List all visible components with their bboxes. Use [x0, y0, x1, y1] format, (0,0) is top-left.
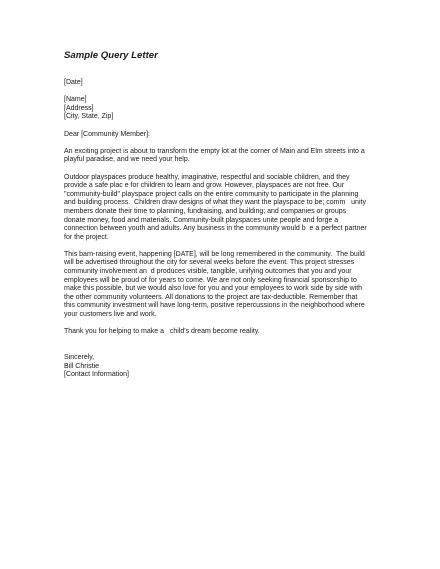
paragraph-line: for the project.	[64, 233, 109, 241]
paragraph-line: This barn-raising event, happening [DATE], will be long remembered in the community. The build	[64, 250, 365, 258]
paragraph-line: employees will be proud of for years to come. We are not only seeking financial sponsorship to	[64, 276, 357, 284]
paragraph-line: the other community volunteers. All donations to the project are tax-deductible. Remember that	[64, 293, 358, 301]
recipient-address: [Address]	[64, 104, 94, 112]
letter-body	[64, 79, 384, 380]
paragraph-line: will be advertised throughout the city for several weeks before the event. This project stresses	[64, 259, 355, 267]
paragraph-line: An exciting project is about to transform the empty lot at the corner of Main and Elm streets into a	[64, 147, 365, 155]
paragraph-playspaces	[64, 174, 384, 243]
closing-block	[64, 354, 384, 380]
paragraph-line: "community-build" playspace project calls on the entire community to participate in the planning	[64, 190, 359, 198]
paragraph-line: donate money, food and materials. Community-built playspaces unite people and forge a	[64, 216, 339, 224]
contact-info: [Contact Information]	[64, 371, 129, 379]
salutation: Dear [Community Member]:	[64, 130, 150, 138]
paragraph-line: and building process. Children draw designs of what they want the playspace to be; comm unity	[64, 199, 366, 207]
paragraph-line: this community investment will have long-term, positive repercussions in the neighborhood where	[64, 302, 365, 310]
paragraph-line: your customers live and work.	[64, 311, 157, 319]
paragraph-line: Outdoor playspaces produce healthy, imaginative, respectful and sociable children, and they	[64, 173, 350, 181]
closing-line: Sincerely,	[64, 354, 95, 361]
paragraph-line: make this possible, but we would also love for you and your employees to work side by side with	[64, 285, 363, 293]
paragraph-line: Thank you for helping to make a child's dream become reality.	[64, 328, 260, 336]
paragraph-line: connection between youth and adults. Any business in the community would b e a perfect partner	[64, 225, 367, 233]
paragraph-line: playful paradise, and we need your help.	[64, 156, 190, 164]
recipient-block	[64, 96, 384, 122]
letter-title: Sample Query Letter	[64, 50, 158, 61]
paragraph-thanks	[64, 328, 384, 337]
signature-name: Bill Christie	[64, 362, 100, 370]
paragraph-intro	[64, 148, 384, 165]
paragraph-line: members donate their time to planning, fundraising, and building; and companies or groups	[64, 207, 347, 215]
date-line: [Date]	[64, 79, 83, 86]
paragraph-event	[64, 251, 384, 320]
recipient-name: [Name]	[64, 96, 87, 104]
recipient-city: [City, State, Zip]	[64, 113, 114, 121]
paragraph-line: provide a safe plac e for children to learn and grow. However, playspaces are not free. Our	[64, 182, 345, 190]
paragraph-line: community involvement an d produces visible, tangible, unifying outcomes that you and your	[64, 268, 352, 276]
